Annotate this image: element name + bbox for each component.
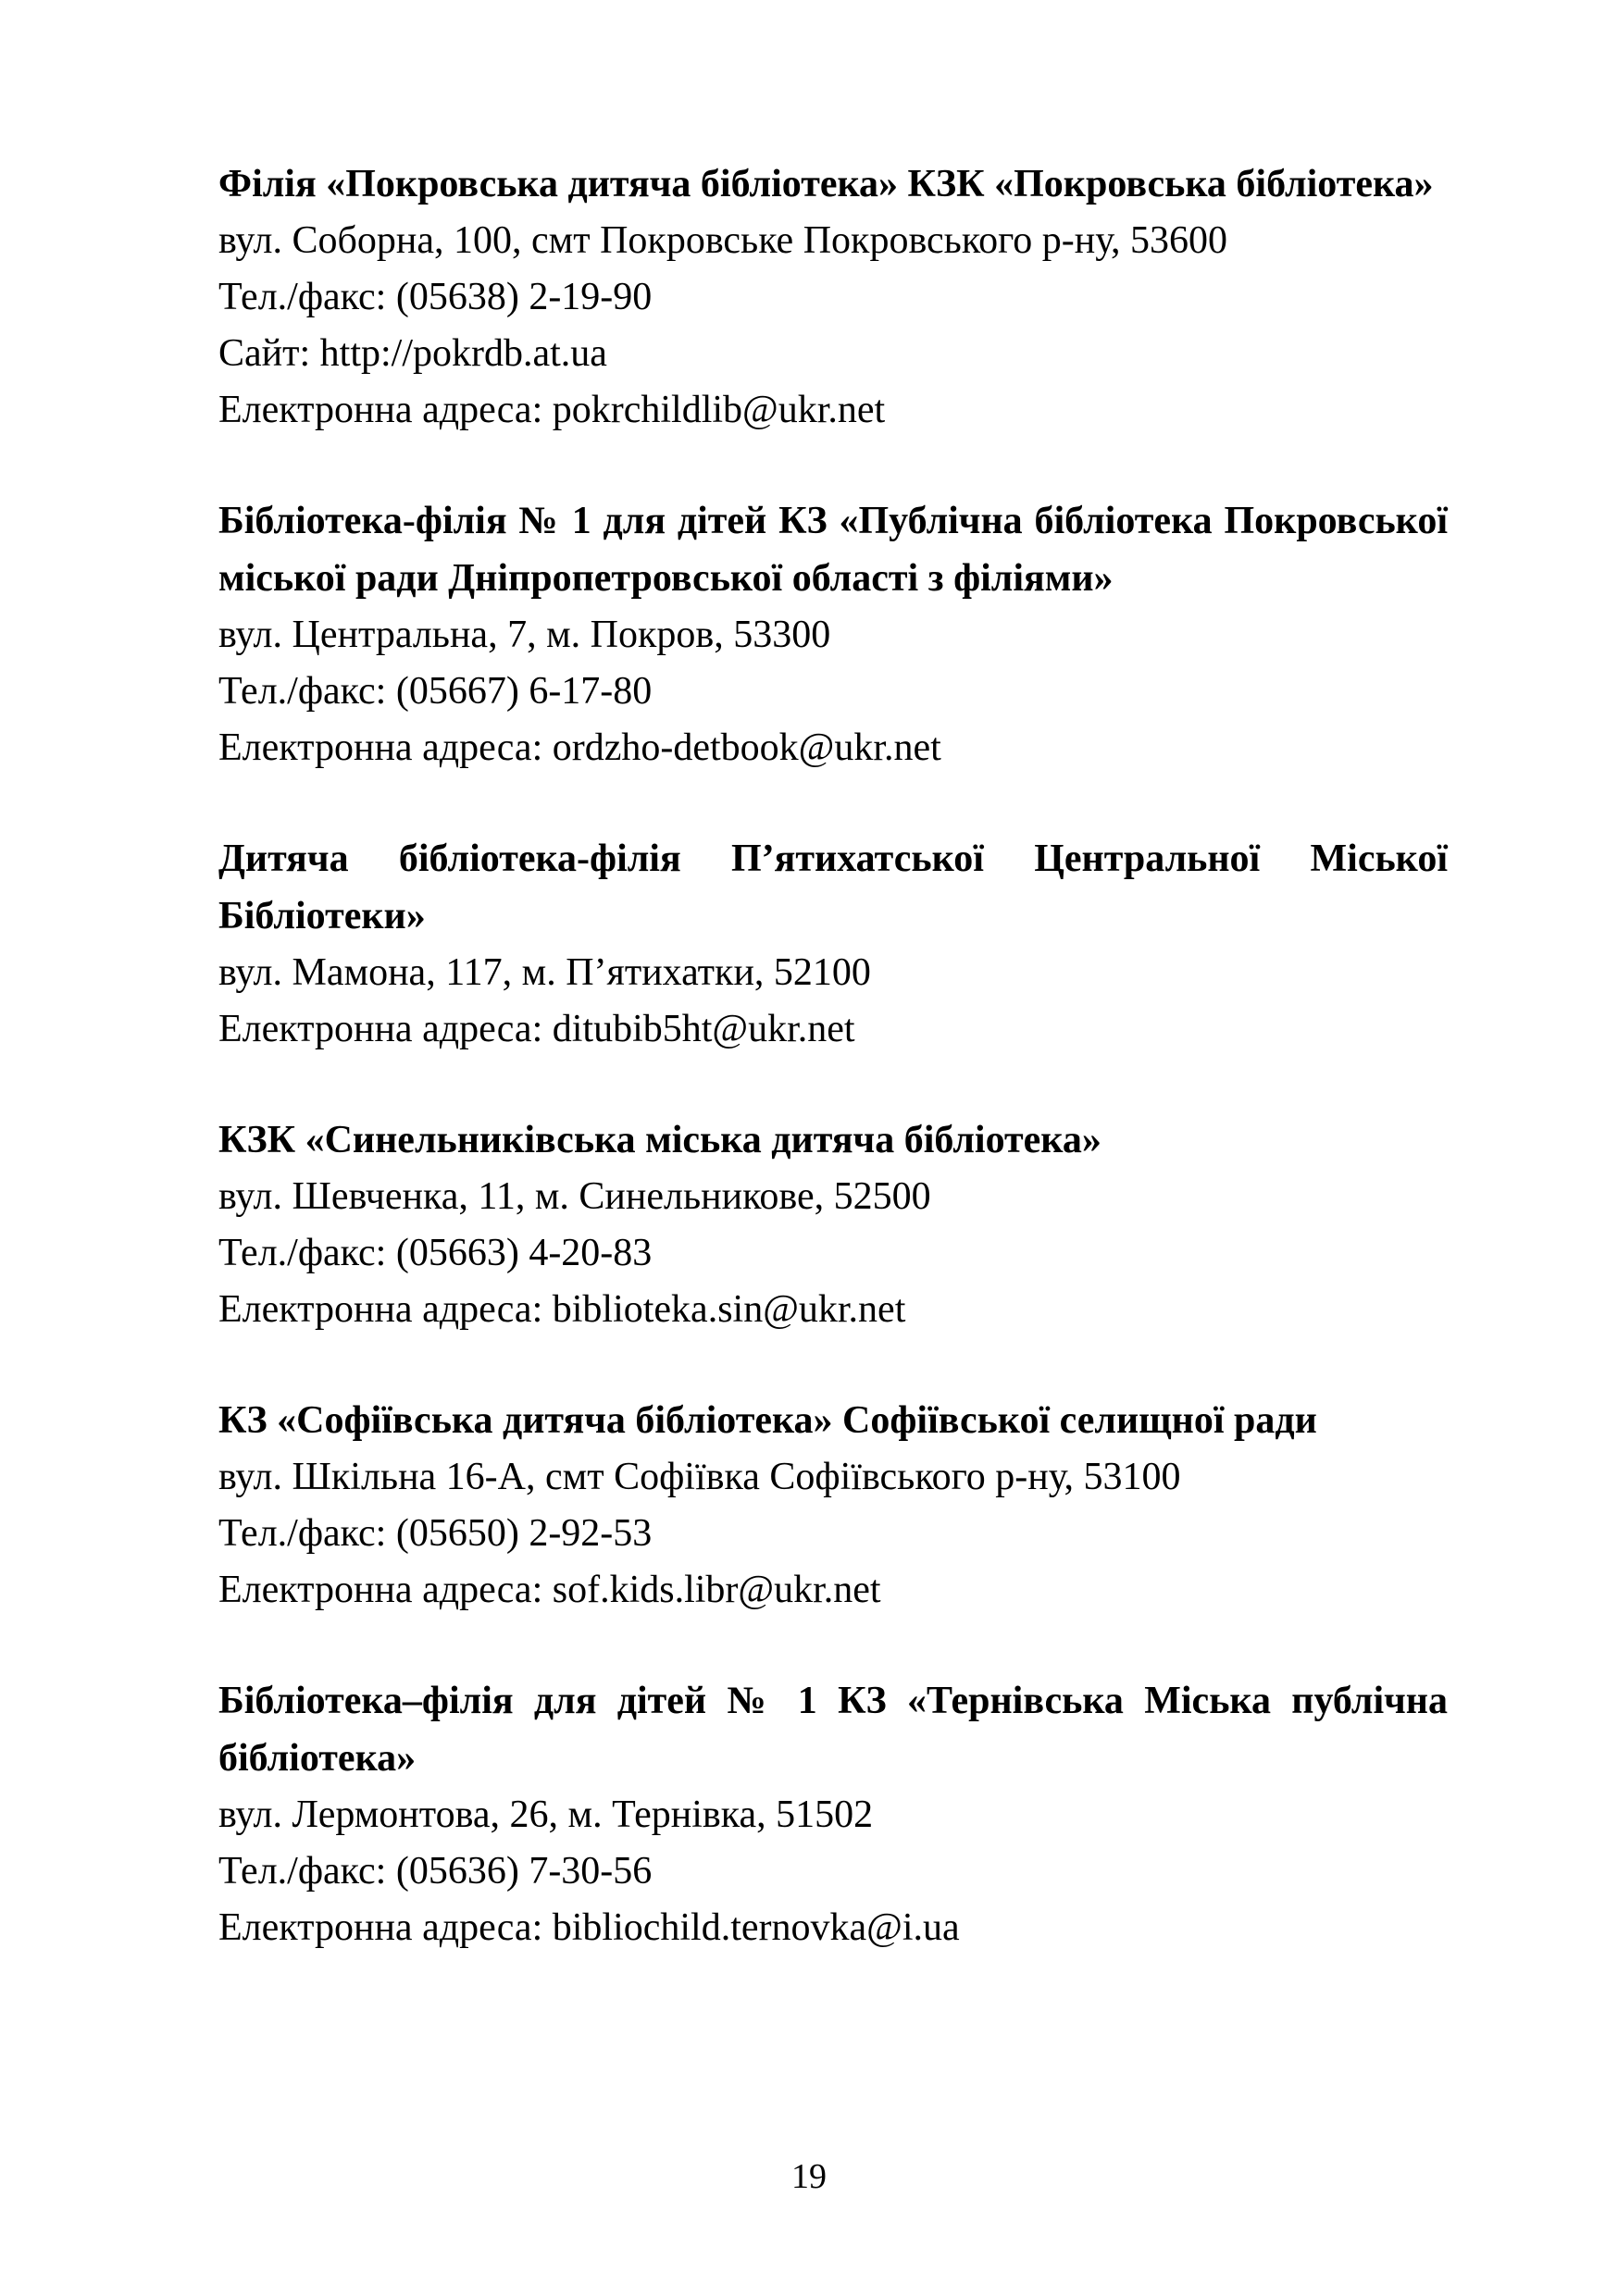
entry-address: вул. Лермонтова, 26, м. Тернівка, 51502	[218, 1793, 874, 1836]
library-entry	[218, 830, 1448, 1058]
page-number: 19	[791, 2157, 827, 2196]
entry-website: Сайт: http://pokrdb.at.ua	[218, 332, 607, 375]
entry-title: Філія «Покровська дитяча бібліотека» КЗК «Покровська бібліотека»	[218, 163, 1434, 205]
entry-email: Електронна адреса: pokrchildlib@ukr.net	[218, 389, 886, 431]
library-entry	[218, 155, 1448, 439]
entry-email: Електронна адреса: ordzho-detbook@ukr.net	[218, 726, 941, 769]
entry-phone: Тел./факс: (05636) 7-30-56	[218, 1850, 653, 1893]
entry-address: вул. Мамона, 117, м. П’ятихатки, 52100	[218, 951, 871, 994]
entry-phone: Тел./факс: (05663) 4-20-83	[218, 1232, 653, 1274]
entry-email: Електронна адреса: biblioteka.sin@ukr.net	[218, 1288, 906, 1331]
entry-phone: Тел./факс: (05667) 6-17-80	[218, 670, 653, 713]
library-entry	[218, 1392, 1448, 1619]
entry-address: вул. Шевченка, 11, м. Синельникове, 52500	[218, 1175, 931, 1218]
entry-phone: Тел./факс: (05650) 2-92-53	[218, 1512, 653, 1555]
entry-title: КЗ «Софіївська дитяча бібліотека» Софіївської селищної ради	[218, 1399, 1317, 1442]
entry-title: Дитяча бібліотека-філія П’ятихатської Центральної Міської Бібліотеки»	[218, 838, 1448, 937]
entry-phone: Тел./факс: (05638) 2-19-90	[218, 276, 653, 318]
library-entry	[218, 1111, 1448, 1338]
entry-address: вул. Центральна, 7, м. Покров, 53300	[218, 614, 831, 656]
entry-email: Електронна адреса: ditubib5ht@ukr.net	[218, 1008, 855, 1050]
entry-title: КЗК «Синельниківська міська дитяча бібліотека»	[218, 1119, 1101, 1161]
entry-title: Бібліотека-філія № 1 для дітей КЗ «Публічна бібліотека Покровської міської ради Дніпропетровської області з філіями»	[218, 500, 1448, 600]
entry-title: Бібліотека–філія для дітей № 1 КЗ «Тернівська Міська публічна бібліотека»	[218, 1680, 1448, 1780]
entry-email: Електронна адреса: sof.kids.libr@ukr.net	[218, 1569, 881, 1611]
library-entry	[218, 1672, 1448, 1956]
entry-email: Електронна адреса: bibliochild.ternovka@i.ua	[218, 1906, 960, 1949]
page-content	[218, 155, 1448, 2010]
entry-address: вул. Шкільна 16-А, смт Софіївка Софіївського р-ну, 53100	[218, 1456, 1181, 1498]
library-entry	[218, 492, 1448, 776]
entry-address: вул. Соборна, 100, смт Покровське Покровського р-ну, 53600	[218, 219, 1228, 262]
